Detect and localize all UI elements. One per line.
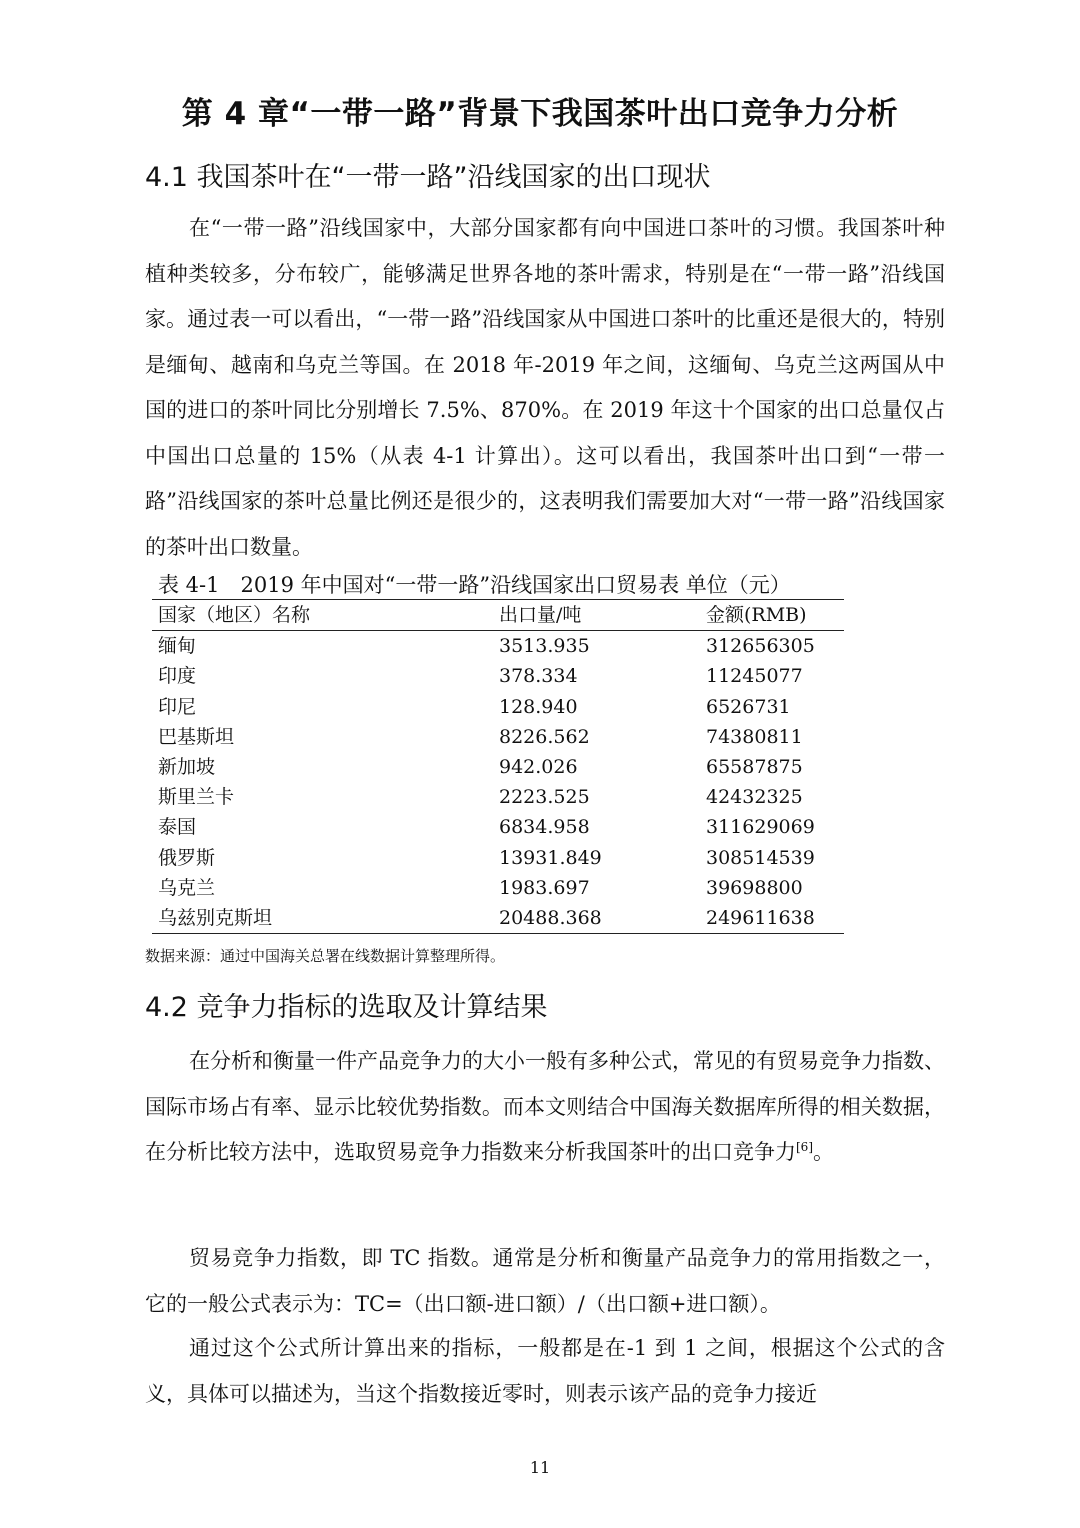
export-amount: 312656305: [706, 635, 815, 658]
country-name: 印度: [158, 665, 197, 688]
table-header-row: [152, 600, 844, 631]
section-heading-4-1: 4.1 我国茶叶在“一带一路”沿线国家的出口现状: [145, 162, 711, 193]
table-row: [152, 661, 844, 691]
section-4-2-paragraph-1: [145, 1039, 945, 1176]
paragraph-1-text: 在分析和衡量一件产品竞争力的大小一般有多种公式，常见的有贸易竞争力指数、国际市场占有率、显示比较优势指数。而本文则结合中国海关数据库所得的相关数据，在分析比较方法中，选取贸易竞争力指数来分析我国茶叶的出口竞争力: [145, 1049, 945, 1164]
data-source-note: 数据来源：通过中国海关总署在线数据计算整理所得。: [145, 947, 506, 965]
header-amount: 金额(RMB): [706, 604, 807, 626]
section-heading-4-2: 4.2 竞争力指标的选取及计算结果: [145, 992, 548, 1023]
table-row: [152, 692, 844, 722]
export-volume: 3513.935: [499, 635, 590, 658]
export-amount: 74380811: [706, 725, 803, 748]
country-name: 印尼: [158, 695, 197, 718]
export-amount: 65587875: [706, 755, 803, 778]
export-volume: 128.940: [499, 695, 578, 718]
table-row: [152, 631, 844, 661]
country-name: 泰国: [158, 816, 197, 839]
export-volume: 1983.697: [499, 876, 590, 899]
paragraph-1-end: 。: [813, 1140, 834, 1164]
export-volume: 13931.849: [499, 846, 602, 869]
country-name: 斯里兰卡: [158, 786, 235, 809]
export-volume: 6834.958: [499, 816, 590, 839]
export-amount: 311629069: [706, 816, 815, 839]
table-row: [152, 843, 844, 873]
section-4-2-paragraph-3: 通过这个公式所计算出来的指标，一般都是在-1 到 1 之间，根据这个公式的含义，具体可以描述为，当这个指数接近零时，则表示该产品的竞争力接近: [145, 1336, 945, 1406]
export-trade-table: [152, 599, 844, 934]
page-number: 11: [529, 1458, 551, 1477]
export-volume: 2223.525: [499, 786, 590, 809]
country-name: 缅甸: [158, 635, 197, 658]
table-row: [152, 873, 844, 903]
table-caption: 表 4-1 2019 年中国对“一带一路”沿线国家出口贸易表 单位（元）: [158, 573, 791, 597]
export-amount: 39698800: [706, 876, 803, 899]
country-name: 乌兹别克斯坦: [158, 906, 273, 929]
citation-reference[interactable]: [6]: [796, 1140, 813, 1154]
header-country: 国家（地区）名称: [158, 604, 311, 626]
table-row: [152, 752, 844, 782]
section-4-2-paragraph-2: 贸易竞争力指数，即 TC 指数。通常是分析和衡量产品竞争力的常用指数之一，它的一般公式表示为：TC=（出口额-进口额）/（出口额+进口额）。: [145, 1246, 945, 1316]
country-name: 乌克兰: [158, 876, 216, 899]
export-volume: 8226.562: [499, 725, 590, 748]
table-row: [152, 812, 844, 842]
export-amount: 11245077: [706, 665, 803, 688]
export-amount: 6526731: [706, 695, 791, 718]
export-volume: 942.026: [499, 755, 578, 778]
export-amount: 308514539: [706, 846, 815, 869]
country-name: 俄罗斯: [158, 846, 216, 869]
export-amount: 42432325: [706, 786, 803, 809]
country-name: 巴基斯坦: [158, 725, 235, 748]
table-row: [152, 903, 844, 933]
export-volume: 378.334: [499, 665, 578, 688]
country-name: 新加坡: [158, 755, 216, 778]
export-amount: 249611638: [706, 906, 815, 929]
table-row: [152, 782, 844, 812]
chapter-title: 第 4 章“一带一路”背景下我国茶叶出口竞争力分析: [181, 96, 899, 132]
header-export-volume: 出口量/吨: [499, 604, 582, 626]
export-volume: 20488.368: [499, 906, 602, 929]
table-row: [152, 722, 844, 752]
section-4-1-paragraph: 在“一带一路”沿线国家中，大部分国家都有向中国进口茶叶的习惯。我国茶叶种植种类较多，分布较广，能够满足世界各地的茶叶需求，特别是在“一带一路”沿线国家。通过表一可以看出，“一带一路”沿线国家从中国进口茶叶的比重还是很大的，特别是缅甸、越南和乌克兰等国。在 2018 年-2019 年之间，这缅甸、乌克兰这两国从中国的进口的茶叶同比分别增长 7.5%、870%。在 2019 年这十个国家的出口总量仅占中国出口总量的 15%（从表 4-1 计算出）。这可以看出，我国茶叶出口到“一带一路”沿线国家的茶叶总量比例还是很少的，这表明我们需要加大对“一带一路”沿线国家的茶叶出口数量。: [145, 216, 945, 559]
